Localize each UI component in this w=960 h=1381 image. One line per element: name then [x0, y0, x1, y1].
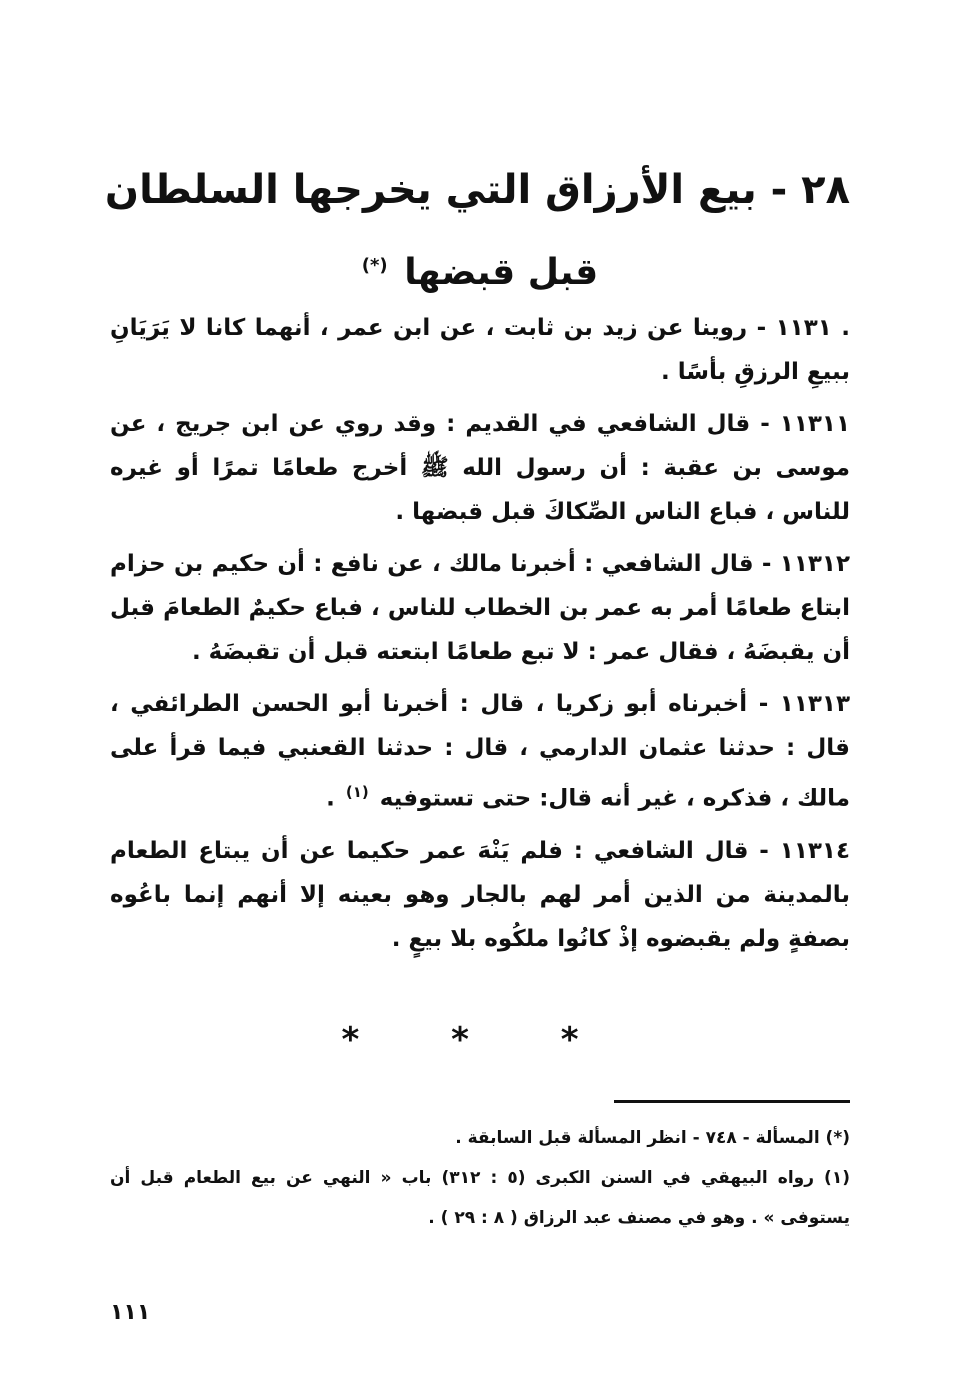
footnote-marker: (*)	[361, 255, 388, 276]
paragraph-text: ١١٣١٤ - قال الشافعي : فلم يَنْهَ عمر حكيما عن أن يبتاع الطعام بالمدينة من الذين أمر لهم بالجار وهو بعينه إلا أنهم إنما باعُوه بصفةٍ ولم يقبضوه إذْ كانُوا ملكُوه بلا بيعٍ .	[110, 837, 850, 952]
chapter-title	[104, 160, 850, 220]
footnote-item	[110, 1158, 850, 1238]
chapter-subtitle-text: قبل قبضها	[404, 252, 599, 293]
paragraph-text: . ١١٣١ - روينا عن زيد بن ثابت ، عن ابن عمر ، أنهما كانا لا يَرَيَانِ ببيعِ الرزقِ بأسًا .	[110, 315, 850, 385]
body-text	[110, 306, 850, 969]
page-number: ١١١	[110, 1300, 151, 1325]
footnotes	[110, 1118, 850, 1238]
chapter-subtitle	[110, 238, 850, 301]
hadith-paragraph	[110, 682, 850, 821]
hadith-paragraph	[110, 829, 850, 961]
hadith-paragraph	[110, 542, 850, 674]
footnote-divider	[614, 1100, 850, 1103]
paragraph-tail: .	[326, 785, 335, 812]
paragraph-text: ١١٣١٢ - قال الشافعي : أخبرنا مالك ، عن نافع : أن حكيم بن حزام ابتاع طعامًا أمر به عمر بن الخطاب للناس ، فباع حكيمٌ الطعامَ قبل أن يقبضَهُ ، فقال عمر : لا تبع طعامًا ابتعته قبل أن تقبضَهُ .	[110, 551, 850, 665]
chapter-title-main: ٢٨ - بيع الأرزاق التي يخرجها السلطان	[104, 167, 850, 213]
paragraph-text: ١١٣١١ - قال الشافعي في القديم : وقد روي عن ابن جريج ، عن موسى بن عقبة : أن رسول الله ﷺ أخرج طعامًا تمرًا أو غيره للناس ، فباع الناس الصِّكاكَ قبل قبضها .	[110, 411, 850, 525]
footnote-text: (*) المسألة - ٧٤٨ - انظر المسألة قبل السابقة .	[455, 1128, 850, 1148]
footnote-item	[110, 1118, 850, 1158]
paragraph-text: ١١٣١٣ - أخبرناه أبو زكريا ، قال : أخبرنا أبو الحسن الطرائفي ، قال : حدثنا عثمان الدارمي ، قال : حدثنا القعنبي فيما قرأ على مالك ، فذكره ، غير أنه قال: حتى تستوفيه	[110, 691, 850, 812]
footnote-reference: (١)	[345, 783, 369, 801]
hadith-paragraph	[110, 306, 850, 394]
footnote-text: (١) رواه البيهقي في السنن الكبرى (٥ : ٣١٢) باب « النهي عن بيع الطعام قبل أن يستوفى » . وهو في مصنف عبد الرزاق ( ٨ : ٢٩ ) .	[110, 1168, 850, 1228]
section-separator: * * *	[341, 1020, 619, 1060]
hadith-paragraph	[110, 402, 850, 534]
